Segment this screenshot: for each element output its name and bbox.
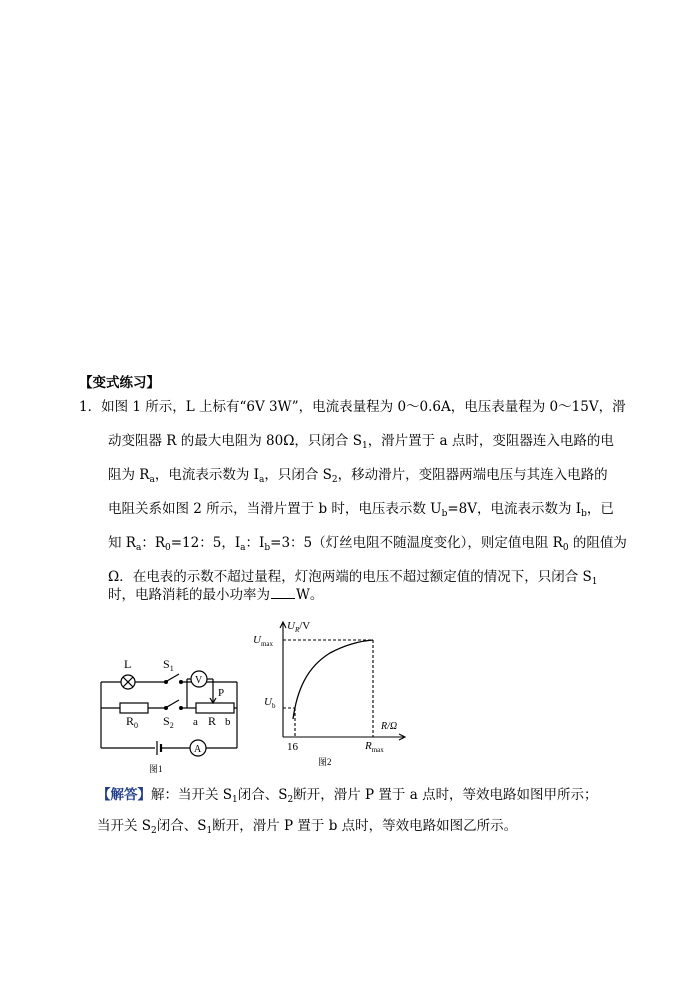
ur-curve xyxy=(293,640,373,719)
text-span: 动变阻器 R 的最大电阻为 80Ω，只闭合 S xyxy=(108,433,362,449)
question-line-7 xyxy=(108,578,323,612)
label-s1-sub: 1 xyxy=(169,664,174,673)
label-b: b xyxy=(225,716,231,728)
text-span: ，移动滑片，变阻器两端电压与其连入电路的 xyxy=(337,467,608,483)
subscript: a xyxy=(240,543,246,553)
rmax-letter: R xyxy=(365,740,372,752)
text-span: ：R xyxy=(141,535,166,551)
y-axis-letter: U xyxy=(287,620,295,632)
subscript: 0 xyxy=(562,543,569,553)
text-span: 闭合、S xyxy=(237,787,288,803)
rheostat-r-icon xyxy=(196,703,234,713)
switch-s2-icon xyxy=(167,700,179,707)
umax-letter: U xyxy=(253,634,261,646)
text-span: 闭合、S xyxy=(156,818,207,834)
text-span: 知 R xyxy=(108,535,136,551)
answer-blank[interactable] xyxy=(271,586,295,599)
label-slider-p: P xyxy=(218,687,225,699)
switch-s1-icon xyxy=(167,674,179,681)
subscript: 2 xyxy=(287,795,294,805)
text-span: ，滑片置于 a 点时，变阻器连入电路的电 xyxy=(367,433,614,449)
umax-sub: max xyxy=(260,640,274,648)
label-a: a xyxy=(193,716,198,728)
answer-line-2 xyxy=(97,809,517,843)
question-line-5 xyxy=(108,526,627,560)
figure-2-caption: 图2 xyxy=(318,757,332,767)
question-line-1 xyxy=(79,390,626,424)
subscript: b xyxy=(581,509,587,519)
question-number: 1． xyxy=(79,399,102,415)
subscript: b xyxy=(441,509,448,519)
y-axis-sub: R xyxy=(294,626,300,634)
ub-sub: b xyxy=(271,702,276,710)
label-s1-letter: S xyxy=(163,657,170,671)
text-span: 解：当开关 S xyxy=(151,787,233,803)
subscript: 2 xyxy=(331,475,338,485)
switch-s1-contact xyxy=(165,681,168,684)
subscript: 1 xyxy=(591,577,598,587)
text-span: ，已 xyxy=(586,501,614,517)
text-span: Ω．在电表的示数不超过量程，灯泡两端的电压不超过额定值的情况下，只闭合 S xyxy=(108,569,592,585)
answer-line-1 xyxy=(97,778,598,812)
subscript: 0 xyxy=(165,543,171,553)
resistor-r0-icon xyxy=(120,703,148,713)
label-r0-sub: 0 xyxy=(134,721,139,730)
question-line-4 xyxy=(108,492,614,526)
y-axis-unit: /V xyxy=(299,620,311,632)
text-span: 断开，滑片 P 置于 b 点时，等效电路如图乙所示。 xyxy=(212,818,518,834)
answer-tag: 【解答】 xyxy=(97,787,151,803)
question-line-2 xyxy=(108,424,614,458)
text-span: 断开，滑片 P 置于 a 点时，等效电路如图甲所示； xyxy=(293,787,598,803)
umax-label xyxy=(253,634,274,648)
rmax-label xyxy=(364,740,384,754)
subscript: a xyxy=(258,475,265,485)
figure-1-circuit xyxy=(95,650,245,775)
question-line-3 xyxy=(108,458,608,492)
label-s1 xyxy=(163,657,174,673)
x-tick-16: 16 xyxy=(287,741,298,753)
subscript: b xyxy=(264,543,271,553)
text-span: ，电流表示数为 I xyxy=(154,467,259,483)
figure-1-caption: 图1 xyxy=(149,764,163,774)
text-span: 的阻值为 xyxy=(568,535,627,551)
label-s2 xyxy=(163,714,174,730)
subscript: 2 xyxy=(151,826,157,836)
text-span: =12：5，I xyxy=(170,535,241,551)
subscript: 1 xyxy=(232,795,238,805)
label-rheostat: R xyxy=(208,714,217,728)
rmax-sub: max xyxy=(371,746,384,754)
text-span: 阻为 R xyxy=(108,467,150,483)
subscript: 1 xyxy=(361,441,368,451)
figure-2-graph xyxy=(245,615,415,770)
subscript: a xyxy=(135,543,142,553)
ub-letter: U xyxy=(264,696,272,708)
y-axis-label xyxy=(287,620,310,634)
section-title: 【变式练习】 xyxy=(79,375,160,391)
text-span: =3：5（灯丝电阻不随温度变化），则定值电阻 R xyxy=(270,535,563,551)
question-text: 如图 1 所示，L 上标有“6V 3W”，电流表量程为 0～0.6A，电压表量程为 0～15V，滑 xyxy=(101,399,626,415)
label-voltmeter: V xyxy=(195,675,203,686)
label-lamp: L xyxy=(124,657,132,671)
text-span: =8V，电流表示数为 I xyxy=(447,501,582,517)
text-span: 时，电路消耗的最小功率为 xyxy=(108,587,270,603)
text-span: W。 xyxy=(296,587,324,603)
x-axis-label: R/Ω xyxy=(381,721,398,732)
subscript: a xyxy=(149,475,155,485)
text-span: 电阻关系如图 2 所示，当滑片置于 b 时，电压表示数 U xyxy=(108,501,442,517)
subscript: 1 xyxy=(206,826,213,836)
label-s2-sub: 2 xyxy=(169,721,174,730)
label-s2-letter: S xyxy=(163,714,170,728)
text-span: ，只闭合 S xyxy=(264,467,332,483)
label-r0 xyxy=(126,714,138,730)
ub-label xyxy=(264,696,276,710)
text-span: ：I xyxy=(245,535,265,551)
label-ammeter: A xyxy=(194,744,202,755)
label-r0-letter: R xyxy=(126,714,135,728)
text-span: 当开关 S xyxy=(97,818,152,834)
